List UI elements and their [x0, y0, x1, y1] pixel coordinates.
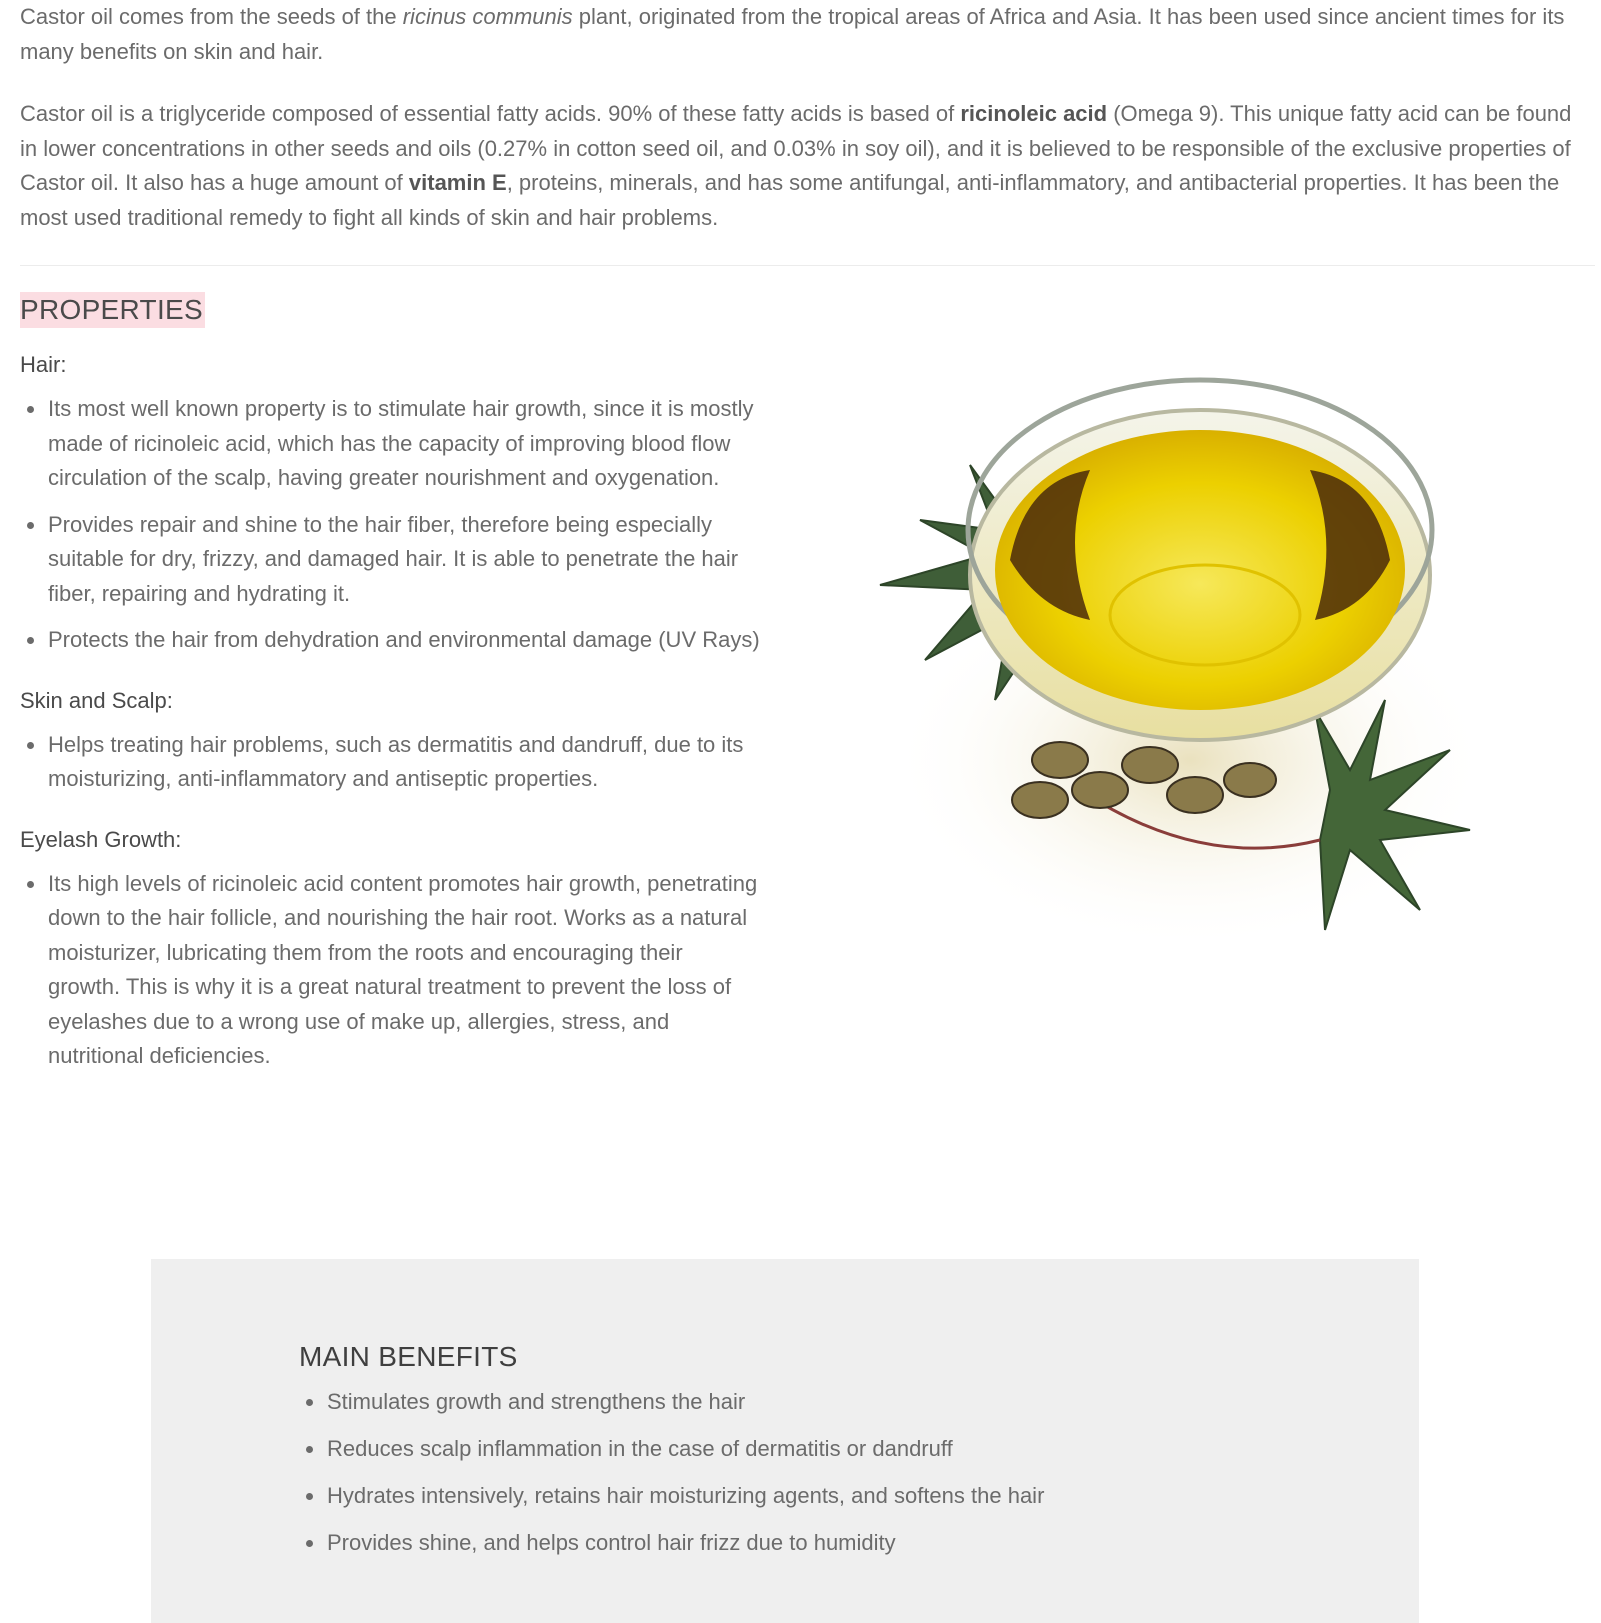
bullet-icon: [306, 1399, 313, 1406]
benefits-list: [299, 1385, 1299, 1560]
list-item-text: Protects the hair from dehydration and environmental damage (UV Rays): [48, 627, 760, 652]
castor-oil-bowl-illustration: [860, 370, 1520, 960]
list-item-text: Hydrates intensively, retains hair moisturizing agents, and softens the hair: [327, 1483, 1045, 1508]
list-item: [327, 1479, 1299, 1513]
bullet-icon: [27, 522, 34, 529]
intro-p1-italic: ricinus communis: [402, 4, 573, 29]
intro-p2-text: Castor oil is a triglyceride composed of essential fatty acids. 90% of these fatty acids is based of: [20, 101, 961, 126]
eyelash-list: [20, 867, 760, 1074]
bullet-icon: [27, 881, 34, 888]
list-item: [48, 623, 760, 658]
list-item: [48, 867, 760, 1074]
properties-column: [20, 348, 760, 1086]
list-item: [327, 1385, 1299, 1419]
main-benefits-title: MAIN BENEFITS: [299, 1341, 518, 1372]
bullet-icon: [27, 742, 34, 749]
bullet-icon: [27, 637, 34, 644]
list-item-text: Provides repair and shine to the hair fiber, therefore being especially suitable for dry, frizzy, and damaged hair. It is able to penetrate the hair fiber, repairing and hydrating it.: [48, 511, 739, 606]
intro-p2-text-mid: (Omega 9). This unique fatty acid can be found in lower concentrations in other seeds and oils (0.27% in cotton seed oil, and 0.03% in soy oil), and it is believed to be responsible of the exclusive properties of Castor oil. It also has a huge amount of: [20, 101, 1572, 195]
intro-p2-bold-vitamin: vitamin E: [408, 170, 507, 195]
bullet-icon: [306, 1493, 313, 1500]
bullet-icon: [306, 1540, 313, 1547]
properties-heading: PROPERTIES: [20, 292, 205, 328]
list-item-text: Helps treating hair problems, such as dermatitis and dandruff, due to its moisturizing, anti-inflammatory and antiseptic properties.: [48, 731, 744, 791]
intro-p2-text-end: , proteins, minerals, and has some antifungal, anti-inflammatory, and antibacterial properties. It has been the most used traditional remedy to fight all kinds of skin and hair problems.: [20, 170, 1560, 230]
skin-scalp-list: [20, 728, 760, 797]
list-item-text: Stimulates growth and strengthens the hair: [327, 1389, 746, 1414]
list-item-text: Reduces scalp inflammation in the case of dermatitis or dandruff: [327, 1436, 953, 1461]
bullet-icon: [27, 406, 34, 413]
castor-oil-image: [860, 370, 1520, 960]
bullet-icon: [306, 1446, 313, 1453]
list-item: [48, 728, 760, 797]
hair-subheading: Hair:: [20, 352, 67, 377]
intro-paragraph-2: [20, 97, 1580, 235]
skin-scalp-subheading: Skin and Scalp:: [20, 687, 173, 713]
list-item: [327, 1526, 1299, 1560]
eyelash-subheading: Eyelash Growth:: [20, 826, 182, 852]
section-divider: [20, 265, 1595, 266]
intro-paragraph-1: [20, 0, 1580, 69]
hair-list: [20, 392, 760, 658]
list-item: [48, 508, 760, 612]
intro-p1-text-end: plant, originated from the tropical areas of Africa and Asia. It has been used since ancient times for its many benefits on skin and hair.: [20, 4, 1565, 64]
list-item-text: Its high levels of ricinoleic acid content promotes hair growth, penetrating down to the hair follicle, and nourishing the hair root. Works as a natural moisturizer, lubricating them from the roots and encouraging their growth. This is why it is a great natural treatment to prevent the loss of eyelashes due to a wrong use of make up, allergies, stress, and nutritional deficiencies.: [48, 870, 758, 1068]
list-item: [327, 1432, 1299, 1466]
intro-p2-bold-ricinoleic: ricinoleic acid: [960, 101, 1108, 126]
list-item-text: Its most well known property is to stimulate hair growth, since it is mostly made of ricinoleic acid, which has the capacity of improving blood flow circulation of the scalp, having greater nourishment and oxygenation.: [48, 396, 754, 490]
main-benefits-box: [151, 1259, 1419, 1623]
intro-text: [20, 0, 1580, 263]
intro-p1-text: Castor oil comes from the seeds of the: [20, 4, 403, 29]
list-item: [48, 392, 760, 496]
main-benefits-content: [299, 1339, 1299, 1573]
list-item-text: Provides shine, and helps control hair frizz due to humidity: [327, 1530, 896, 1555]
